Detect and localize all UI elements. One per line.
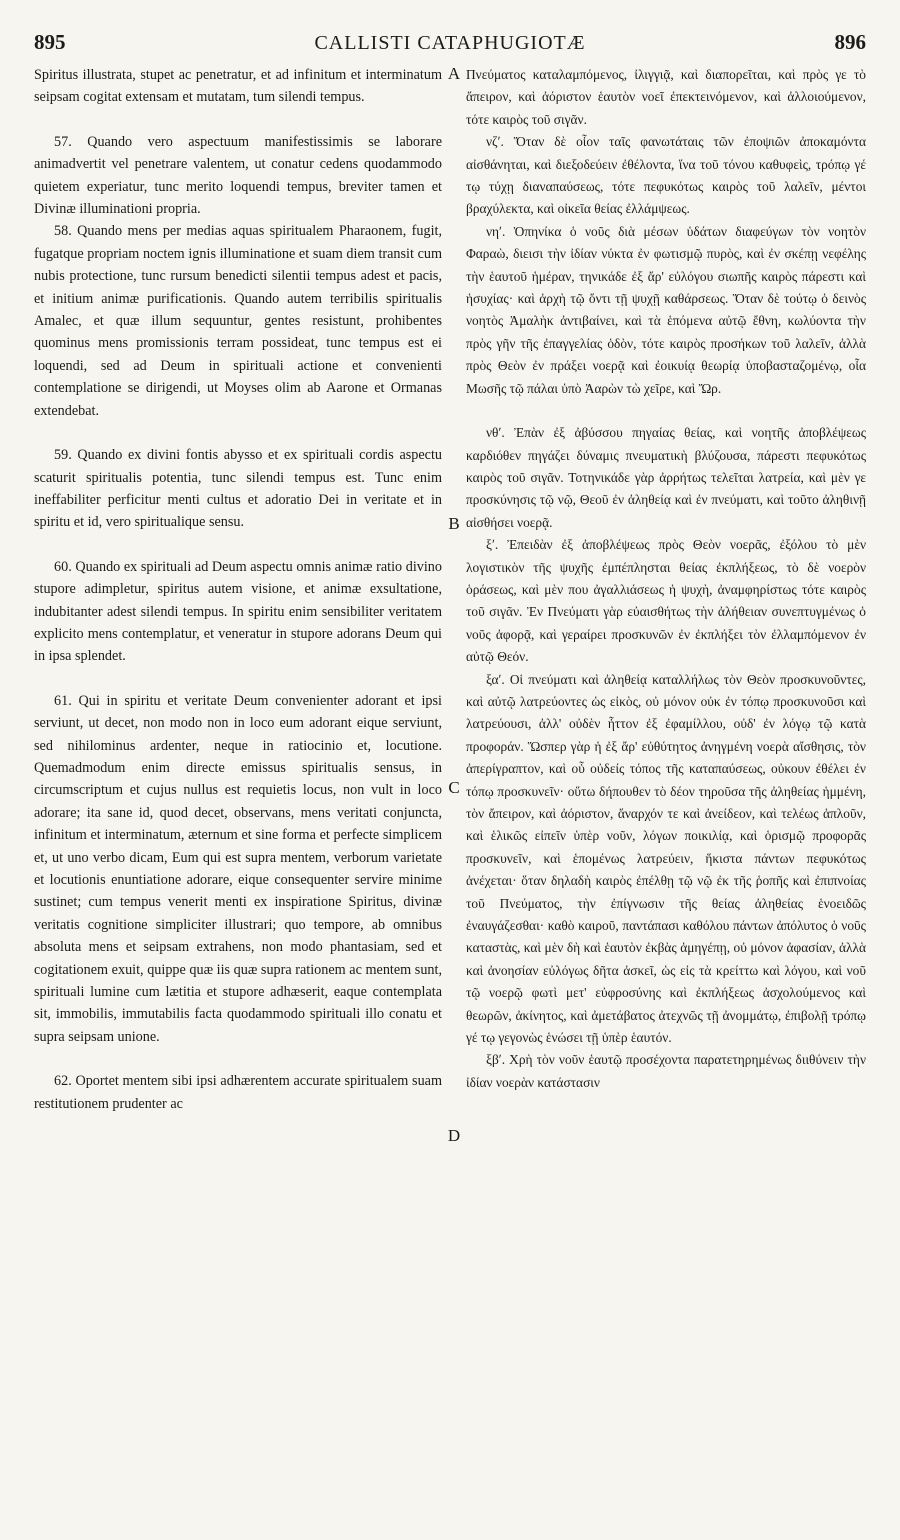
latin-paragraph-58: 58. Quando mens per medias aquas spiritualem Pharaonem, fugit, fugatque propriam noctem ignis illuminatione et suam diem transit cum nubis protectione, tunc rursum benedicti silentii tempus adest et pacis, et initium animæ purificationis. Quando autem terribilis spiritualis Amalec, et quæ illum sequuntur, gentes resistunt, prohibentes quominus mens promissionis terram possideat, tunc tempus est ei loquendi, sed ad Deum in spirituali actione et convenienti contemplatione se dirigendi, ut Moyses olim ab Aarone et Ormanas extendebat. bbox=[34, 223, 442, 419]
latin-paragraph-57: 57. Quando vero aspectuum manifestissimis se laborare animadvertit vel penetrare valentem, ut conatur cedens quodammodo quietem experiatur, tunc merito loquendi tempus, breviter tamen et Divinæ illuminationi propria. bbox=[34, 133, 442, 218]
page-header bbox=[34, 30, 866, 64]
page-number-left: 895 bbox=[34, 30, 66, 54]
latin-paragraph-60: 60. Quando ex spirituali ad Deum aspectu omnis animæ ratio divino stupore adimpletur, spiritus autem visione, et animæ exsultatione, indubitanter adest silendi tempus. In spiritu enim sensibiliter veritatem explicito mens contemplatur, et veneratur in stupore adorans Deum qui in ipsa splendet. bbox=[34, 558, 442, 665]
greek-paragraph-57: νζʹ. Ὅταν δὲ οἷον ταῖς φανωτάταις τῶν ἐποψιῶν ἀποκαμόντα αἰσθάνηται, καὶ διεξοδεύειν ἐθέλοντα, ἵνα τοῦ τόνου καθυφεὶς, τρόπῳ γέ τῳ τύχῃ διαναπαύσεως, τότε πεφυκότως καιρὸς τοῦ λαλεῖν, μέντοι βραχύλεκτα, καὶ οἰκεῖα θείας ἐλλάμψεως. bbox=[466, 134, 866, 217]
section-marker-d: D bbox=[447, 1126, 461, 1145]
greek-paragraph-59: νθʹ. Ἐπὰν ἐξ ἀβύσσου πηγαίας θείας, καὶ νοητῆς ἀποβλέψεως καρδιόθεν πηγάζει δύναμις πνευματικὴ βλύζουσα, πάρεστι πεφυκότως καιρὸς τοῦ σιγᾶν. Τοτηνικάδε γὰρ ἀρρήτως τελεῖται λατρεία, καὶ μὲν γε προσκύνησις τῷ νῷ, Θεοῦ ἐν ἀληθείᾳ καὶ ἐν πνεύματι, καὶ τοῦτο ἀληθινῇ αἰσθήσει νοερᾷ. bbox=[466, 425, 866, 530]
greek-column bbox=[466, 64, 866, 1094]
latin-paragraph-continued: Spiritus illustrata, stupet ac penetratur, et ad infinitum et interminatum seipsam cogitat extensam et mutatam, tum silendi tempus. bbox=[34, 67, 442, 106]
latin-paragraph-62: 62. Oportet mentem sibi ipsi adhærentem accurate spiritualem suam restitutionem prudenter ac bbox=[34, 1073, 442, 1112]
section-marker-a: A bbox=[447, 64, 461, 83]
running-title: CALLISTI CATAPHUGIOTÆ bbox=[314, 32, 586, 54]
section-marker-c: C bbox=[448, 778, 460, 797]
latin-paragraph-61: 61. Qui in spiritu et veritate Deum convenienter adorant et ipsi serviunt, ut decet, non modo non in loco eum adorant eique serviunt, sed nihilominus ardenter, neque in ratiocinio et, locutione. Quemadmodum enim directe emissus spiritualis sensus, in circumscriptum et cujus nullus est requietis locus, non vult in loco adorare; ita sane id, quod decet, observans, mens veritati conjuncta, infinitum et interminatum, æternum et sine forma et perfecte simplicem et, ut uno verbo dicam, Eum qui est supra mentem, verborum varietate et locutionis enuntiatione adorare, eique consequenter servire minime sustinet; cum tempus venerit menti ex inspiratione Spiritus, divinæ veritatis cognitione simpliciter illustrari; quo tempore, ab omnibus absoluta mens et seipsam extrahens, non modo phantasiam, sed et cogitationem exuit, quippe quæ iis quæ supra rationem ac mentem sunt, spirituali lumine cum lætitia et stupore adhæserit, eaque contemplata sit, immobilis, immutabilis facta quodammodo spirituali illo conatu et supra seipsam unione. bbox=[34, 692, 442, 1045]
greek-paragraph-60: ξʹ. Ἐπειδὰν ἐξ ἀποβλέψεως πρὸς Θεὸν νοερᾶς, ἐξόλου τὸ μὲν λογιστικὸν τῆς ψυχῆς ἐμπέπλησται θείας ἐκπλήξεως, τὸ δὲ νοερὸν ὁράσεως, καὶ μὲν που ἀγαλλιάσεως ἡ ψυχὴ, ἀναμφηρίστως τότε καιρὸς τοῦ σιγᾶν. Ἐν Πνεύματι γὰρ εὐαισθήτως τὴν ἀλήθειαν συνεπτυγμένως ὁ νοῦς ἀφορᾷ, καὶ γεραίρει προσκυνῶν ἐν ἐκπλήξει τὸν ἐλλαμπόμενον ἐν αὐτῷ Θεόν. bbox=[466, 537, 866, 665]
greek-paragraph-62: ξβʹ. Χρὴ τὸν νοῦν ἑαυτῷ προσέχοντα παρατετηρημένως διιθύνειν τὴν ἰδίαν νοερὰν κατάστασιν bbox=[466, 1052, 866, 1090]
greek-paragraph-58: νηʹ. Ὁπηνίκα ὁ νοῦς διὰ μέσων ὑδάτων διαφεύγων τὸν νοητὸν Φαραὼ, διεισι τὴν ἰδίαν νύκτα ἐν φωτισμῷ πυρὸς, καὶ ἐν σκέπῃ νεφέλης τὴν ἑαυτοῦ ἡμέραν, τηνικάδε ἐξ ἄρ' εὐλόγου σιωπῆς καιρὸς πάρεστι καὶ ἡσυχίας· καὶ ἀρχὴ τῷ ὄντι τῇ ψυχῇ καθάρσεως. Ὅταν δὲ τούτῳ ὁ δεινὸς νοητὸς Ἀμαλὴκ ἀντιβαίνει, καὶ τὰ ἑπόμενα αὐτῷ ἔθνη, κωλύοντα τὴν πρὸς γῆν τῆς ἐπαγγελίας ὁδὸν, τότε καιρὸς προσήκων τοῦ λαλεῖν, ἀλλὰ πρὸς Θεὸν ἐν πράξει νοερᾷ καὶ ἐοικυίᾳ θεωρίᾳ ὑποβασταζομένῳ, οἷα Μωσῆς τῷ πάλαι ὑπὸ Ἀαρὼν τὼ χεῖρε, καὶ Ὤρ. bbox=[466, 223, 866, 396]
section-marker-b: B bbox=[448, 514, 460, 533]
greek-paragraph-61: ξαʹ. Οἱ πνεύματι καὶ ἀληθείᾳ καταλλήλως τὸν Θεὸν προσκυνοῦντες, καὶ αὐτῷ λατρεύοντες ὡς εἰκὸς, οὐ μόνον οὐκ ἐν τόπῳ προσκυνοῦσι καὶ λατρεύουσι, ἀλλ' οὐδὲν ἧττον ἐξ ἐφαμίλλου, οὐδ' ἐν λόγῳ τῷ κατὰ προφοράν. Ὥσπερ γὰρ ἡ ἐξ ἄρ' εὐθύτητος ἀνηγμένη νοερὰ αἴσθησις, τὸν ἀπερίγραπτον, καὶ οὗ οὐδείς τόπος τῆς καταπαύσεως, οὐκουν ἐθέλει ἐν τόπῳ προσκυνεῖν· οὕτω δήπουθεν τὸ δέον τηροῦσα τῆς ἀληθείας ἡμμένη, τὸν ἄπειρον, καὶ ἀόριστον, ἄναρχόν τε καὶ ἀνείδεον, καὶ τελέως ἁπλοῦν, καὶ ἑλικῶς εἰπεῖν ὑπὲρ νοῦν, λόγων ποικιλίᾳ, καὶ ὁρισμῷ προφορᾶς προσκυνεῖν, καὶ ἑπομένως λατρεύειν, ἥκιστα πάντων πεφυκότως ἀνέχεται· ὅταν δηλαδὴ καιρὸς ἐπέλθῃ τῷ νῷ ἐκ τῆς ῥοπῆς καὶ ἐπιπνοίας τοῦ Πνεύματος, τὴν ἐπίγνωσιν τῆς θείας ἀληθείας ἑνοειδῶς ἐναυγάζεσθαι· καθὸ καιροῦ, παντάπασι καθόλου πάντων ἀπόλυτος ὁ νοῦς καταστὰς, καὶ μὲν δὴ καὶ ἑαυτὸν ἐκβὰς ἁμηγέπῃ, οὐ μόνον ἀφασίαν, ἀλλὰ καὶ ἀνοησίαν εὐλόγως δῆτα ἀσκεῖ, ὡς εἰς τὰ κρείττω καὶ λόγου, καὶ νοῦ τῷ νοερῷ φωτὶ μετ' εὐφροσύνης καὶ ἐκπλήξεως ἀσχολούμενος καὶ θεωρῶν, ἀκίνητος, καὶ ἀμετάβατος ἀτεχνῶς τῇ ἀνομμάτῳ, ἐπιβολῇ τρόπῳ γέ τῳ γεγονὼς ἑνώσει τῇ ὑπὲρ ἑαυτόν. bbox=[466, 671, 866, 1046]
greek-paragraph-continued: Πνεύματος καταλαμπόμενος, ἰλιγγιᾷ, καὶ διαπορεῖται, καὶ πρὸς γε τὸ ἄπειρον, καὶ ἀόριστον ἑαυτὸν νοεῖ ἐπεκτεινόμενον, καὶ ἀλλοιούμενον, τότε καιρὸς τοῦ σιγᾶν. bbox=[466, 67, 866, 127]
latin-column bbox=[34, 64, 442, 1115]
latin-paragraph-59: 59. Quando ex divini fontis abysso et ex spirituali cordis aspectu scaturit spiritualis potentia, tunc silendi tempus est. Tunc enim ineffabiliter perficitur menti cultus et adoratio Dei in veritate et in spiritu et id, vero spiritualique sensu. bbox=[34, 447, 442, 531]
page-number-right: 896 bbox=[834, 30, 866, 54]
